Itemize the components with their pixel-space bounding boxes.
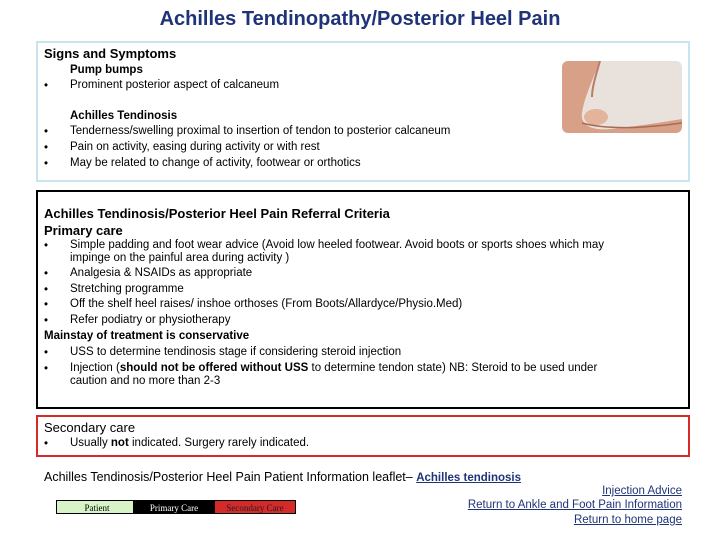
bullet: • — [44, 126, 49, 138]
tendinosis-item: May be related to change of activity, footwear or orthotics — [70, 157, 361, 169]
bullet: • — [44, 268, 49, 280]
uss-item: USS to determine tendinosis stage if considering steroid injection — [70, 346, 402, 358]
mainstay-heading: Mainstay of treatment is conservative — [44, 330, 250, 342]
referral-item: Analgesia & NSAIDs as appropriate — [70, 267, 253, 279]
bullet: • — [44, 438, 49, 450]
bullet: • — [44, 347, 49, 359]
pump-bumps-title: Pump bumps — [70, 64, 143, 76]
return-ankle-foot-link[interactable]: Return to Ankle and Foot Pain Information — [467, 499, 682, 511]
return-home-link[interactable]: Return to home page — [573, 514, 682, 526]
injection-item: Injection (should not be offered without USS to determine tendon state) NB: Steroid to be used under — [70, 362, 598, 374]
bullet: • — [44, 240, 49, 252]
bullet: • — [44, 363, 49, 375]
referral-item: Simple padding and foot wear advice (Avoid low heeled footwear. Avoid boots or sports shoes which may — [70, 239, 604, 251]
secondary-heading: Secondary care — [44, 420, 136, 435]
bullet: • — [44, 299, 49, 311]
bullet: • — [44, 284, 49, 296]
referral-item: Off the shelf heel raises/ inshoe orthoses (From Boots/Allardyce/Physio.Med) — [70, 298, 463, 310]
page-title: Achilles Tendinopathy/Posterior Heel Pain — [159, 8, 561, 30]
leaflet-link[interactable]: Achilles tendinosis — [416, 472, 522, 484]
bullet: • — [44, 158, 49, 170]
secondary-care-box — [36, 415, 690, 457]
primary-care-button[interactable]: Primary Care — [133, 500, 215, 514]
signs-symptoms-box — [36, 41, 690, 182]
tendinosis-item: Pain on activity, easing during activity or with rest — [70, 141, 320, 153]
referral-item-cont: impinge on the painful area during activity ) — [70, 252, 290, 264]
injection-item-cont: caution and no more than 2-3 — [70, 375, 221, 387]
heel-photo — [562, 61, 682, 133]
secondary-item: Usually not indicated. Surgery rarely indicated. — [70, 437, 310, 449]
injection-advice-link[interactable]: Injection Advice — [602, 485, 682, 497]
bullet: • — [44, 315, 49, 327]
patient-button[interactable]: Patient — [56, 500, 138, 514]
referral-item: Refer podiatry or physiotherapy — [70, 314, 231, 326]
bullet: • — [44, 142, 49, 154]
bullet: • — [44, 80, 49, 92]
leaflet-text: Achilles Tendinosis/Posterior Heel Pain Patient Information leaflet– — [44, 470, 417, 484]
primary-care-label: Primary care — [44, 223, 123, 238]
tendinosis-item: Tenderness/swelling proximal to insertion of tendon to posterior calcaneum — [70, 125, 451, 137]
pump-item: Prominent posterior aspect of calcaneum — [70, 79, 280, 91]
secondary-care-button[interactable]: Secondary Care — [214, 500, 296, 514]
leaflet-line — [44, 470, 521, 484]
referral-criteria-box — [36, 190, 690, 409]
referral-item: Stretching programme — [70, 283, 184, 295]
tendinosis-title: Achilles Tendinosis — [70, 110, 178, 122]
referral-heading: Achilles Tendinosis/Posterior Heel Pain Referral Criteria — [44, 206, 390, 221]
symptoms-heading: Signs and Symptoms — [44, 46, 177, 61]
